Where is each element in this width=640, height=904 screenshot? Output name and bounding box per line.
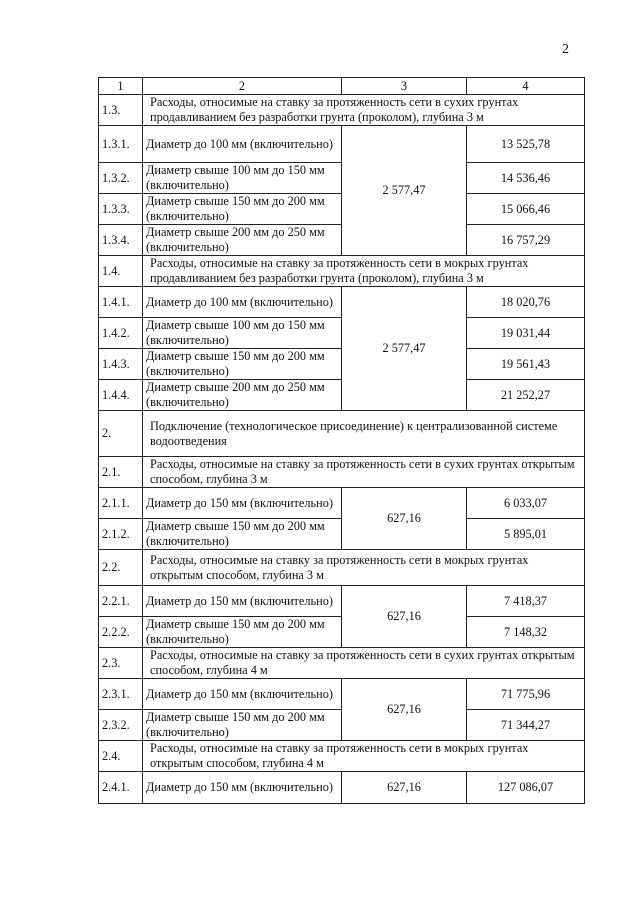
column-header: 2 [143, 78, 342, 95]
row-description: Диаметр свыше 150 мм до 200 мм (включительно) [143, 710, 342, 741]
row-number: 1.4. [99, 256, 143, 287]
rate-cell: 627,16 [342, 772, 467, 804]
row-description: Диаметр свыше 100 мм до 150 мм (включительно) [143, 318, 342, 349]
value-cell: 71 344,27 [467, 710, 585, 741]
row-description: Диаметр свыше 150 мм до 200 мм (включительно) [143, 617, 342, 648]
section-description: Расходы, относимые на ставку за протяженность сети в сухих грунтах открытым способом, глубина 3 м [143, 457, 585, 488]
row-number: 2.4. [99, 741, 143, 772]
section-row [99, 648, 585, 679]
value-cell: 7 148,32 [467, 617, 585, 648]
row-number: 1.3.1. [99, 126, 143, 163]
row-description: Диаметр до 150 мм (включительно) [143, 586, 342, 617]
section-row [99, 741, 585, 772]
section-description: Расходы, относимые на ставку за протяженность сети в мокрых грунтах открытым способом, глубина 4 м [143, 741, 585, 772]
value-cell: 127 086,07 [467, 772, 585, 804]
section-row [99, 550, 585, 586]
value-cell: 14 536,46 [467, 163, 585, 194]
section-row [99, 256, 585, 287]
value-cell: 5 895,01 [467, 519, 585, 550]
row-description: Диаметр свыше 150 мм до 200 мм (включительно) [143, 349, 342, 380]
row-description: Диаметр до 150 мм (включительно) [143, 679, 342, 710]
table-row [99, 679, 585, 710]
row-number: 2.1. [99, 457, 143, 488]
table-header-row [99, 78, 585, 95]
row-number: 2.2. [99, 550, 143, 586]
value-cell: 15 066,46 [467, 194, 585, 225]
section-description: Расходы, относимые на ставку за протяженность сети в сухих грунтах продавливанием без разработки грунта (проколом), глубина 3 м [143, 95, 585, 126]
row-description: Диаметр до 100 мм (включительно) [143, 287, 342, 318]
value-cell: 21 252,27 [467, 380, 585, 411]
page-number: 2 [562, 42, 569, 57]
value-cell: 7 418,37 [467, 586, 585, 617]
row-description: Диаметр свыше 100 мм до 150 мм (включительно) [143, 163, 342, 194]
rate-cell: 2 577,47 [342, 287, 467, 411]
rate-cell: 627,16 [342, 488, 467, 550]
section-row [99, 95, 585, 126]
row-description: Диаметр свыше 150 мм до 200 мм (включительно) [143, 194, 342, 225]
row-number: 2.2.1. [99, 586, 143, 617]
value-cell: 6 033,07 [467, 488, 585, 519]
row-number: 2. [99, 411, 143, 457]
table-row [99, 772, 585, 804]
value-cell: 19 031,44 [467, 318, 585, 349]
row-description: Диаметр до 150 мм (включительно) [143, 488, 342, 519]
section-row [99, 411, 585, 457]
section-description: Расходы, относимые на ставку за протяженность сети в мокрых грунтах продавливанием без разработки грунта (проколом), глубина 3 м [143, 256, 585, 287]
section-description: Расходы, относимые на ставку за протяженность сети в мокрых грунтах открытым способом, глубина 3 м [143, 550, 585, 586]
rate-cell: 2 577,47 [342, 126, 467, 256]
row-description: Диаметр свыше 150 мм до 200 мм (включительно) [143, 519, 342, 550]
column-header: 1 [99, 78, 143, 95]
value-cell: 18 020,76 [467, 287, 585, 318]
row-number: 1.3.2. [99, 163, 143, 194]
row-number: 1.3. [99, 95, 143, 126]
value-cell: 13 525,78 [467, 126, 585, 163]
section-row [99, 457, 585, 488]
tariff-table [98, 77, 585, 804]
row-description: Диаметр до 150 мм (включительно) [143, 772, 342, 804]
value-cell: 16 757,29 [467, 225, 585, 256]
row-description: Диаметр свыше 200 мм до 250 мм (включительно) [143, 225, 342, 256]
row-description: Диаметр свыше 200 мм до 250 мм (включительно) [143, 380, 342, 411]
rate-cell: 627,16 [342, 679, 467, 741]
row-number: 2.3.1. [99, 679, 143, 710]
section-description: Расходы, относимые на ставку за протяженность сети в сухих грунтах открытым способом, глубина 4 м [143, 648, 585, 679]
rate-cell: 627,16 [342, 586, 467, 648]
table-row [99, 126, 585, 163]
row-number: 2.3. [99, 648, 143, 679]
table-row [99, 287, 585, 318]
section-description: Подключение (технологическое присоединение) к централизованной системе водоотведения [143, 411, 585, 457]
row-number: 2.2.2. [99, 617, 143, 648]
row-number: 2.1.2. [99, 519, 143, 550]
value-cell: 19 561,43 [467, 349, 585, 380]
column-header: 4 [467, 78, 585, 95]
row-description: Диаметр до 100 мм (включительно) [143, 126, 342, 163]
row-number: 2.3.2. [99, 710, 143, 741]
row-number: 1.4.4. [99, 380, 143, 411]
row-number: 1.4.2. [99, 318, 143, 349]
table-row [99, 586, 585, 617]
row-number: 1.3.4. [99, 225, 143, 256]
row-number: 1.4.1. [99, 287, 143, 318]
row-number: 2.4.1. [99, 772, 143, 804]
row-number: 2.1.1. [99, 488, 143, 519]
column-header: 3 [342, 78, 467, 95]
table-row [99, 488, 585, 519]
row-number: 1.3.3. [99, 194, 143, 225]
value-cell: 71 775,96 [467, 679, 585, 710]
row-number: 1.4.3. [99, 349, 143, 380]
